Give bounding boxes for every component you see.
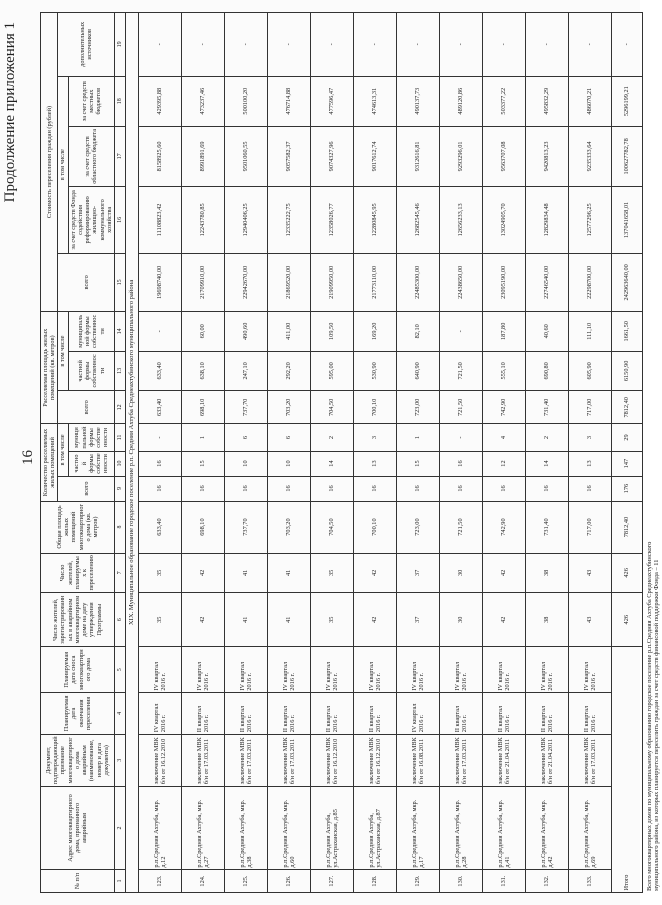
table-row	[311, 13, 354, 893]
cell-address: р.п.Средняя Ахтуба, мкр. д.41	[483, 786, 526, 869]
col-area-total: Общая площадь жилых помещений многоквартирного дома (кв. метров)	[41, 501, 115, 553]
cell-rooms-mun: 1	[397, 424, 440, 451]
cell-fund: 13024905,70	[483, 187, 526, 254]
table-row	[354, 13, 397, 893]
cell-sq: 704,50	[311, 391, 354, 424]
cell-sq-priv: 555,10	[483, 351, 526, 391]
section-title: XIX. Муниципальное образование городское поселение р.п. Средняя Ахтуба Среднеахтубинского муниципального района	[126, 13, 139, 893]
cell-extra: -	[311, 13, 354, 77]
cell-n: 125.	[225, 870, 268, 893]
col-cost-local: за счет средств местных бюджетов	[68, 76, 114, 126]
column-number: 15	[115, 253, 126, 311]
cell-sq: 721,50	[440, 391, 483, 424]
column-number-row	[115, 13, 126, 893]
cell-address: р.п.Средняя Ахтуба, мкр. д.12	[139, 786, 182, 869]
cell-address: р.п.Средняя Ахтуба, мкр. д.27	[182, 786, 225, 869]
cell-sq: 703,20	[268, 391, 311, 424]
cell-address: р.п.Средняя Ахтуба, мкр. д.60	[268, 786, 311, 869]
total-area: 7812,40	[612, 501, 643, 553]
cell-sq-mun: 82,10	[397, 312, 440, 352]
cell-planned: 37	[397, 553, 440, 593]
total-fund: 137041658,01	[612, 187, 643, 254]
cell-cost: 19698740,00	[139, 253, 182, 311]
cell-extra: -	[569, 13, 612, 77]
table-row	[397, 13, 440, 893]
cell-rooms: 16	[225, 476, 268, 501]
cell-rooms-priv: 14	[526, 451, 569, 476]
cell-cost: 22298700,00	[569, 253, 612, 311]
cell-demolition: IV квартал 2016 г.	[569, 647, 612, 693]
col-num: № п/п	[41, 870, 115, 893]
cell-fund: 12335222,75	[268, 187, 311, 254]
cell-rooms-priv: 16	[440, 451, 483, 476]
cell-sq-mun: 40,60	[526, 312, 569, 352]
col-demolition: Планируемая дата сноса многоквартирного дома	[41, 647, 115, 693]
cell-removal: II квартал 2016 г.	[440, 693, 483, 735]
column-number: 1	[115, 870, 126, 893]
cell-rooms-mun: 6	[225, 424, 268, 451]
cell-address: р.п.Средняя Ахтуба, ул.Астраханская, д.85	[311, 786, 354, 869]
cell-removal: II квартал 2016 г.	[311, 693, 354, 735]
cell-doc: заключение МВК б/н от 17.03.2011	[182, 734, 225, 786]
cell-residents: 41	[268, 593, 311, 647]
col-rooms-private: частной формы собственности	[68, 451, 114, 476]
cell-rooms-mun: 2	[311, 424, 354, 451]
col-doc: Документ, подтверждающий признание многоквартирного дома аварийным (наименование, номер и дата документа)	[41, 734, 115, 786]
column-number: 12	[115, 391, 126, 424]
resettlement-table	[40, 12, 662, 893]
footnote: Всего многоквартирных домов по муниципальному образованию городское поселение р.п.Средняя Ахтуба Среднеахтубинского муниципального района, из которых планируется переселить граждан за счет средств финансовой поддержки Фонда – 11	[646, 541, 661, 891]
cell-rooms-priv: 10	[268, 451, 311, 476]
cell-local: 503377,22	[483, 76, 526, 126]
cell-area: 731,40	[526, 501, 569, 553]
column-number: 14	[115, 312, 126, 352]
cell-removal: II квартал 2016 г.	[569, 693, 612, 735]
cell-rooms: 16	[526, 476, 569, 501]
cell-rooms-mun: -	[139, 424, 182, 451]
cell-rooms-mun: 1	[182, 424, 225, 451]
column-number: 4	[115, 693, 126, 735]
cell-demolition: IV квартал 2016 г.	[397, 647, 440, 693]
cell-removal: IV квартал 2016 г.	[139, 693, 182, 735]
cell-sq: 742,90	[483, 391, 526, 424]
table-row	[569, 13, 612, 893]
table-row	[268, 13, 311, 893]
cell-local: 495832,29	[526, 76, 569, 126]
col-area-sub-total: всего	[58, 391, 115, 424]
cell-n: 129.	[397, 870, 440, 893]
cell-rooms-priv: 16	[139, 451, 182, 476]
cell-n: 126.	[268, 870, 311, 893]
cell-local: 429395,88	[139, 76, 182, 126]
cell-extra: -	[268, 13, 311, 77]
cell-extra: -	[397, 13, 440, 77]
cell-planned: 42	[483, 553, 526, 593]
section-row	[126, 13, 139, 893]
cell-area: 703,20	[268, 501, 311, 553]
cell-fund: 12829834,48	[526, 187, 569, 254]
cell-removal: II квартал 2016 г.	[483, 693, 526, 735]
cell-sq-priv: 633,40	[139, 351, 182, 391]
total-local: 5296199,21	[612, 76, 643, 126]
col-area-in-that: в том числе	[58, 312, 68, 391]
cell-sq: 723,00	[397, 391, 440, 424]
cell-planned: 35	[311, 553, 354, 593]
cell-rooms-mun: 2	[526, 424, 569, 451]
table-body	[115, 13, 662, 893]
cell-fund: 12577296,25	[569, 187, 612, 254]
cell-n: 131.	[483, 870, 526, 893]
column-number: 2	[115, 786, 126, 869]
total-sq: 7812,40	[612, 391, 643, 424]
cell-sq-mun: 169,20	[354, 312, 397, 352]
column-number: 5	[115, 647, 126, 693]
total-label: Итого	[612, 647, 643, 893]
cell-demolition: IV квартал 2016 г.	[182, 647, 225, 693]
cell-area: 742,90	[483, 501, 526, 553]
total-sq-mun: 1661,50	[612, 312, 643, 352]
cell-cost: 22438650,00	[440, 253, 483, 311]
cell-demolition: IV квартал 2016 г.	[268, 647, 311, 693]
cell-n: 123.	[139, 870, 182, 893]
cell-area: 721,50	[440, 501, 483, 553]
cell-residents: 41	[225, 593, 268, 647]
cell-cost: 22942670,00	[225, 253, 268, 311]
column-number: 13	[115, 351, 126, 391]
cell-area: 698,10	[182, 501, 225, 553]
cell-rooms-priv: 14	[311, 451, 354, 476]
cell-extra: -	[483, 13, 526, 77]
cell-removal: II квартал 2016 г.	[268, 693, 311, 735]
cell-extra: -	[354, 13, 397, 77]
cell-rooms-mun: 4	[483, 424, 526, 451]
cell-address: р.п.Средняя Ахтуба, мкр. д.69	[569, 786, 612, 869]
cell-local: 490137,73	[397, 76, 440, 126]
cell-residents: 37	[397, 593, 440, 647]
cell-sq-priv: 721,50	[440, 351, 483, 391]
cell-residents: 30	[440, 593, 483, 647]
col-rooms-group: Количество расселяемых жилых помещений	[41, 424, 58, 501]
col-rooms-in-that: в том числе	[58, 424, 68, 476]
cell-rooms: 16	[483, 476, 526, 501]
page-number: 16	[20, 450, 36, 465]
table-row	[440, 13, 483, 893]
cell-fund: 12656233,13	[440, 187, 483, 254]
column-number: 17	[115, 126, 126, 186]
cell-fund: 12682545,46	[397, 187, 440, 254]
cell-sq: 717,00	[569, 391, 612, 424]
cell-residents: 42	[354, 593, 397, 647]
col-cost-fund: за счет средств Фонда содействия реформированию жилищно-коммунального хозяйства	[68, 187, 114, 254]
cell-sq: 633,40	[139, 391, 182, 424]
cell-rooms: 16	[569, 476, 612, 501]
col-cost-regional: за счет средств областного бюджета	[68, 126, 114, 186]
cell-regional: 9235333,64	[569, 126, 612, 186]
cell-rooms: 16	[440, 476, 483, 501]
col-cost-in-that: в том числе	[58, 76, 68, 253]
cell-rooms: 16	[182, 476, 225, 501]
cell-residents: 35	[139, 593, 182, 647]
cell-demolition: IV квартал 2016 г.	[483, 647, 526, 693]
cell-local: 500100,20	[225, 76, 268, 126]
column-number: 6	[115, 593, 126, 647]
cell-regional: 9312616,81	[397, 126, 440, 186]
cell-sq-priv: 595,00	[311, 351, 354, 391]
cell-doc: заключение МВК б/н от 16.12.2010	[139, 734, 182, 786]
cell-local: 474613,31	[354, 76, 397, 126]
cell-sq-priv: 640,90	[397, 351, 440, 391]
table-row	[225, 13, 268, 893]
cell-cost: 21709910,00	[182, 253, 225, 311]
cell-rooms-priv: 15	[397, 451, 440, 476]
note-row	[643, 13, 662, 893]
cell-sq-priv: 530,90	[354, 351, 397, 391]
cell-n: 132.	[526, 870, 569, 893]
cell-address: р.п.Средняя Ахтуба, мкр. д.17	[397, 786, 440, 869]
column-number: 18	[115, 76, 126, 126]
cell-area: 700,10	[354, 501, 397, 553]
cell-demolition: IV квартал 2016 г.	[526, 647, 569, 693]
column-number: 7	[115, 553, 126, 593]
cell-extra: -	[182, 13, 225, 77]
cell-demolition: IV квартал 2016 г.	[139, 647, 182, 693]
cell-sq-priv: 605,90	[569, 351, 612, 391]
cell-rooms: 16	[397, 476, 440, 501]
cell-n: 128.	[354, 870, 397, 893]
col-removal: Планируемая дата окончания переселения	[41, 693, 115, 735]
cell-extra: -	[139, 13, 182, 77]
cell-rooms: 16	[311, 476, 354, 501]
col-area-private: частной формы собственности	[68, 351, 114, 391]
cell-removal: II квартал 2016 г.	[526, 693, 569, 735]
cell-sq-priv: 247,10	[225, 351, 268, 391]
cell-fund: 12940406,25	[225, 187, 268, 254]
cell-sq-mun: 111,10	[569, 312, 612, 352]
cell-demolition: IV квартал 2016 г.	[311, 647, 354, 693]
cell-planned: 42	[354, 553, 397, 593]
cell-demolition: IV квартал 2016 г.	[225, 647, 268, 693]
cell-residents: 35	[311, 593, 354, 647]
cell-n: 127.	[311, 870, 354, 893]
cell-residents: 43	[569, 593, 612, 647]
column-number: 16	[115, 187, 126, 254]
column-number: 9	[115, 476, 126, 501]
cell-fund: 12358026,77	[311, 187, 354, 254]
col-address: Адрес многоквартирного дома, признанного аварийным	[41, 786, 115, 869]
cell-doc: заключение МВК б/н от 17.03.2011	[268, 734, 311, 786]
cell-area: 704,50	[311, 501, 354, 553]
total-extra: -	[612, 13, 643, 77]
total-residents: 426	[612, 593, 643, 647]
cell-fund: 12243780,85	[182, 187, 225, 254]
cell-planned: 41	[268, 553, 311, 593]
cell-fund: 12280845,95	[354, 187, 397, 254]
table-row	[182, 13, 225, 893]
cell-rooms: 16	[268, 476, 311, 501]
col-cost-total: всего	[58, 253, 115, 311]
cell-sq: 700,10	[354, 391, 397, 424]
cell-planned: 30	[440, 553, 483, 593]
cell-n: 130.	[440, 870, 483, 893]
total-rooms-mun: 29	[612, 424, 643, 451]
cell-rooms-mun: 3	[354, 424, 397, 451]
cell-sq-priv: 638,10	[182, 351, 225, 391]
cell-local: 477596,47	[311, 76, 354, 126]
cell-local: 476714,88	[268, 76, 311, 126]
col-area-municipal: муниципальной формы собственности	[68, 312, 114, 352]
cell-doc: заключение МВК б/н от 21.04.2011	[526, 734, 569, 786]
cell-rooms: 16	[139, 476, 182, 501]
cell-cost: 22485300,00	[397, 253, 440, 311]
cell-sq-mun: 60,00	[182, 312, 225, 352]
cell-doc: заключение МВК б/н от 17.03.2011	[569, 734, 612, 786]
total-sq-priv: 6150,90	[612, 351, 643, 391]
cell-regional: 9420813,23	[526, 126, 569, 186]
total-row	[612, 13, 643, 893]
cell-area: 737,70	[225, 501, 268, 553]
cell-address: р.п.Средняя Ахтуба, мкр. д.38	[225, 786, 268, 869]
cell-doc: заключение МВК б/н от 16.08.2011	[397, 734, 440, 786]
cell-area: 717,00	[569, 501, 612, 553]
cell-cost: 21909950,00	[311, 253, 354, 311]
cell-regional: 9057582,37	[268, 126, 311, 186]
table-row	[483, 13, 526, 893]
cell-regional: 9293296,01	[440, 126, 483, 186]
cell-sq: 731,40	[526, 391, 569, 424]
total-rooms-priv: 147	[612, 451, 643, 476]
appendix-title: Продолжение приложения 1	[2, 22, 18, 203]
cell-area: 633,40	[139, 501, 182, 553]
cell-local: 489120,86	[440, 76, 483, 126]
cell-removal: IV квартал 2016 г.	[397, 693, 440, 735]
cell-rooms-priv: 10	[225, 451, 268, 476]
cell-sq-mun: 411,00	[268, 312, 311, 352]
cell-cost: 21773110,00	[354, 253, 397, 311]
cell-planned: 38	[526, 553, 569, 593]
cell-rooms-priv: 13	[569, 451, 612, 476]
column-number: 8	[115, 501, 126, 553]
cell-residents: 42	[483, 593, 526, 647]
cell-planned: 35	[139, 553, 182, 593]
cell-fund: 11108823,42	[139, 187, 182, 254]
column-number: 3	[115, 734, 126, 786]
cell-sq-priv: 292,20	[268, 351, 311, 391]
cell-address: р.п.Средняя Ахтуба, ул.Астраханская, д.87	[354, 786, 397, 869]
cell-rooms-mun: 3	[569, 424, 612, 451]
table-row	[526, 13, 569, 893]
total-cost: 242963640,00	[612, 253, 643, 311]
cell-planned: 41	[225, 553, 268, 593]
cell-cost: 22746540,00	[526, 253, 569, 311]
col-rooms-total: всего	[58, 476, 115, 501]
cell-sq-priv: 690,80	[526, 351, 569, 391]
cell-sq-mun: 490,60	[225, 312, 268, 352]
cell-cost: 23095190,00	[483, 253, 526, 311]
col-area-group: Расселяемая площадь жилых помещений (кв. метров)	[41, 312, 58, 424]
cell-planned: 43	[569, 553, 612, 593]
cell-local: 473237,46	[182, 76, 225, 126]
table-row	[139, 13, 182, 893]
cell-doc: заключение МВК б/н от 16.12.2010	[354, 734, 397, 786]
cell-residents: 38	[526, 593, 569, 647]
col-residents-planned: Число жителей, планируемых к переселению	[41, 553, 115, 593]
col-cost-group: Стоимость переселения граждан (рублей)	[41, 13, 58, 312]
cell-sq: 737,70	[225, 391, 268, 424]
cell-doc: заключение МВК б/н от 16.12.2010	[311, 734, 354, 786]
cell-address: р.п.Средняя Ахтуба, мкр. д.42	[526, 786, 569, 869]
total-regional: 100627782,78	[612, 126, 643, 186]
cell-sq-mun: 187,80	[483, 312, 526, 352]
cell-demolition: IV квартал 2016 г.	[440, 647, 483, 693]
cell-rooms-mun: 6	[268, 424, 311, 451]
col-cost-extra: дополнительных источников	[58, 13, 115, 77]
cell-doc: заключение МВК б/н от 17.03.2011	[440, 734, 483, 786]
cell-rooms-priv: 15	[182, 451, 225, 476]
cell-address: р.п.Средняя Ахтуба, мкр. д.28	[440, 786, 483, 869]
cell-cost: 21869520,00	[268, 253, 311, 311]
cell-removal: II квартал 2016 г.	[354, 693, 397, 735]
cell-rooms-priv: 13	[354, 451, 397, 476]
column-number: 19	[115, 13, 126, 77]
cell-rooms-mun: -	[440, 424, 483, 451]
cell-regional: 9017612,74	[354, 126, 397, 186]
col-rooms-municipal: муниципальной формы собственности	[68, 424, 114, 451]
cell-rooms-priv: 12	[483, 451, 526, 476]
cell-extra: -	[440, 13, 483, 77]
cell-regional: 9563707,08	[483, 126, 526, 186]
cell-regional: 8158925,60	[139, 126, 182, 186]
cell-demolition: IV квартал 2016 г.	[354, 647, 397, 693]
cell-extra: -	[225, 13, 268, 77]
cell-residents: 42	[182, 593, 225, 647]
cell-n: 124.	[182, 870, 225, 893]
program-table	[40, 12, 662, 893]
cell-local: 486070,21	[569, 76, 612, 126]
cell-regional: 9074327,96	[311, 126, 354, 186]
cell-removal: II квартал 2016 г.	[225, 693, 268, 735]
note-filler	[643, 13, 662, 502]
column-number: 11	[115, 424, 126, 451]
cell-removal: II квартал 2016 г.	[182, 693, 225, 735]
cell-sq-mun: -	[440, 312, 483, 352]
cell-area: 723,00	[397, 501, 440, 553]
cell-rooms: 16	[354, 476, 397, 501]
cell-regional: 9501060,55	[225, 126, 268, 186]
col-residents: Число жителей, зарегистрированных в аварийном многоквартирном доме на дату утверждения Программы	[41, 593, 115, 647]
total-planned: 426	[612, 553, 643, 593]
cell-regional: 8991891,69	[182, 126, 225, 186]
column-number: 10	[115, 451, 126, 476]
cell-extra: -	[526, 13, 569, 77]
cell-doc: заключение МВК б/н от 17.03.2011	[225, 734, 268, 786]
cell-doc: заключение МВК б/н от 21.04.2011	[483, 734, 526, 786]
total-rooms: 176	[612, 476, 643, 501]
cell-sq: 698,10	[182, 391, 225, 424]
cell-sq-mun: -	[139, 312, 182, 352]
cell-sq-mun: 109,50	[311, 312, 354, 352]
cell-planned: 42	[182, 553, 225, 593]
cell-n: 133.	[569, 870, 612, 893]
